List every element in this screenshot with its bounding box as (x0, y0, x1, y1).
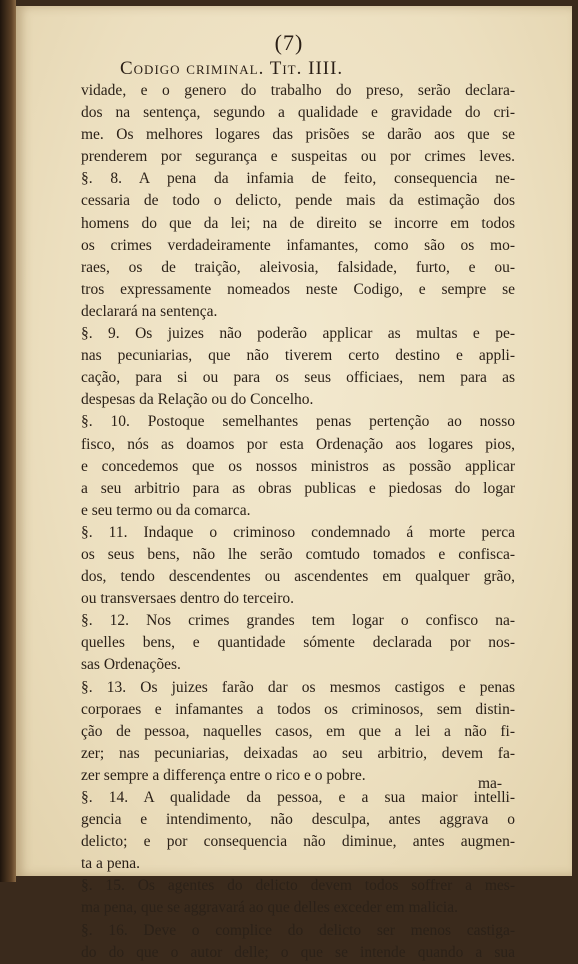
text-line: §. 12. Nos crimes grandes tem logar o confisco na- (81, 612, 515, 630)
text-line: delicto; e por consequencia não diminue, antes augmen- (81, 833, 515, 851)
text-line: §. 15. Os agentes do delicto devem todos soffrer a mes- (81, 877, 515, 895)
text-line: nas pecuniarias, que não tiverem certo destino e appli- (81, 347, 515, 365)
text-line: tros expressamente nomeados neste Codigo, e sempre se (81, 280, 515, 298)
text-line: dos na sentença, segundo a qualidade e gravidade do cri- (81, 104, 515, 122)
catchword: ma- (478, 775, 503, 792)
text-line: ta a pena. (81, 855, 140, 873)
text-line: os seus bens, não lhe serão comtudo tomados e confisca- (81, 545, 515, 563)
body-text (81, 80, 515, 964)
text-line: e seu termo ou da comarca. (81, 501, 251, 519)
text-line: vidade, e o genero do trabalho do preso, serão declara- (81, 82, 515, 99)
text-line: fisco, nós as doamos por esta Ordenação aos logares pios, (81, 435, 515, 453)
text-line: dos, tendo descendentes ou ascendentes em qualquer grão, (81, 568, 515, 586)
text-line: zer sempre a differença entre o rico e o pobre. (81, 766, 366, 784)
text-line: §. 9. Os juizes não poderão applicar as multas e pe- (81, 325, 515, 343)
running-head: Codigo criminal. Tit. IIII. (120, 58, 344, 79)
text-line: zer; nas pecuniarias, deixadas ao seu arbitrio, devem fa- (81, 744, 515, 762)
text-line: e concedemos que os nossos ministros as possão applicar (81, 457, 515, 475)
text-line: cação, para si ou para os seus officiaes, nem para as (81, 369, 515, 387)
text-line: quelles bens, e quantidade sómente declarada por nos- (81, 634, 515, 652)
page-number: (7) (274, 30, 304, 55)
text-line: cessaria de todo o delicto, pende mais da estimação dos (81, 192, 515, 210)
text-line: homens do que da lei; na de direito se incorre em todos (81, 214, 515, 232)
text-line: §. 8. A pena da infamia de feito, consequencia ne- (81, 170, 515, 188)
text-line: §. 10. Postoque semelhantes penas pertenção ao nosso (81, 413, 515, 431)
text-line: a seu arbitrio para as obras publicas e piedosas do logar (81, 479, 515, 497)
text-line: ção de pessoa, naquelles casos, em que a lei a não fi- (81, 722, 515, 740)
text-line: §. 14. A qualidade da pessoa, e a sua maior intelli- (81, 789, 515, 806)
text-line: despesas da Relação ou do Concelho. (81, 391, 314, 409)
text-line: raes, os de traição, aleivosia, falsidade, furto, e ou- (81, 258, 515, 276)
book-gutter (0, 0, 16, 882)
text-line: gencia e intendimento, não desculpa, antes aggrava o (81, 811, 515, 829)
text-line: prenderem por segurança e suspeitas ou por crimes leves. (81, 148, 515, 166)
text-line: me. Os melhores logares das prisões se darão aos que se (81, 126, 515, 144)
text-line: sas Ordenações. (81, 656, 181, 674)
text-line: do do que o autor delle; o que se intende quando a sua (81, 943, 515, 961)
text-line: ou transversaes dentro do terceiro. (81, 590, 295, 608)
text-line: declarará na sentença. (81, 302, 218, 320)
text-line: §. 13. Os juizes farão dar os mesmos castigos e penas (81, 678, 515, 696)
text-line: §. 11. Indaque o criminoso condemnado á morte perca (81, 523, 515, 541)
text-line: ma pena, que se aggravará ao que delles exceder em malicia. (81, 899, 458, 917)
text-line: §. 16. Deve o complice do delicto ser menos castiga- (81, 921, 515, 939)
text-line: os crimes verdadeiramente infamantes, como são os mo- (81, 236, 515, 254)
text-line: corporaes e infamantes a todos os criminosos, sem distin- (81, 700, 515, 718)
